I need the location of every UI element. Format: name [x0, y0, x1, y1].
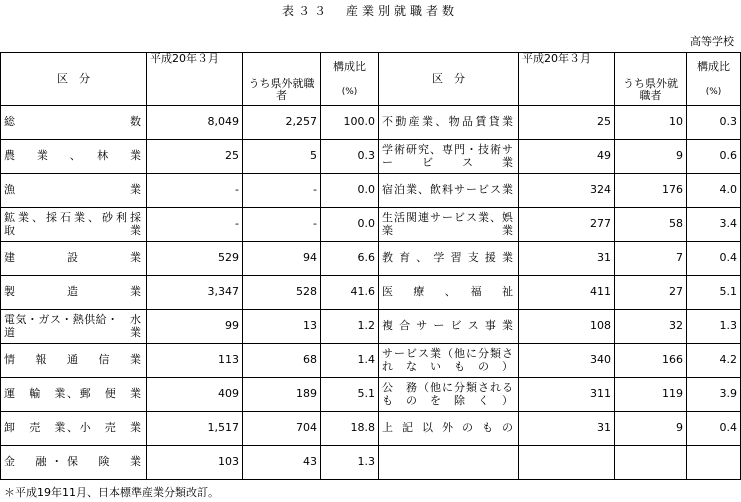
right-industry-label: 生活関連サービス業、娯楽 業 — [379, 208, 519, 242]
right-ratio-cell: 4.0 — [687, 174, 741, 208]
left-total-cell: 409 — [147, 378, 243, 412]
left-total-cell: 103 — [147, 446, 243, 480]
right-total-cell: 277 — [519, 208, 615, 242]
table-row — [1, 344, 741, 378]
right-industry-label: 教育、学習支援業 — [379, 242, 519, 276]
header-category: 区 分 — [1, 53, 147, 106]
left-industry-label: 金 融・保 険 業 — [1, 446, 147, 480]
left-industry-label: 情 報 通 信 業 — [1, 344, 147, 378]
table-row — [1, 378, 741, 412]
right-ratio-cell: 0.3 — [687, 106, 741, 140]
table-row — [1, 242, 741, 276]
right-outside-cell: 32 — [615, 310, 687, 344]
right-ratio-cell: 0.4 — [687, 242, 741, 276]
right-ratio-cell: 5.1 — [687, 276, 741, 310]
left-outside-cell: - — [243, 208, 321, 242]
left-industry-label: 電気・ガス・熱供給・ 水 道 業 — [1, 310, 147, 344]
table-body — [1, 53, 741, 480]
right-industry-label: 不動産業、物品賃貸業 — [379, 106, 519, 140]
header-row — [1, 53, 741, 106]
right-total-cell: 49 — [519, 140, 615, 174]
left-outside-cell: 189 — [243, 378, 321, 412]
school-type-label: 高等学校 — [690, 35, 734, 48]
left-outside-cell: 13 — [243, 310, 321, 344]
left-ratio-cell: 6.6 — [321, 242, 379, 276]
header-ratio: 構成比 — [333, 59, 366, 73]
right-outside-cell: 58 — [615, 208, 687, 242]
left-ratio-cell: 1.4 — [321, 344, 379, 378]
left-industry-label: 運 輸 業、郵 便 業 — [1, 378, 147, 412]
left-industry-label: 建 設 業 — [1, 242, 147, 276]
right-empty-cell — [615, 446, 687, 480]
left-total-cell: 3,347 — [147, 276, 243, 310]
right-outside-cell: 10 — [615, 106, 687, 140]
left-total-cell: 99 — [147, 310, 243, 344]
header-ratio-right: 構成比 — [697, 59, 730, 73]
left-total-cell: 8,049 — [147, 106, 243, 140]
right-industry-label: サービス業（他に分類されないもの） — [379, 344, 519, 378]
table-title: 表３３ 産業別就職者数 — [281, 4, 458, 18]
table-row — [1, 106, 741, 140]
left-outside-cell: 2,257 — [243, 106, 321, 140]
left-ratio-cell: 0.3 — [321, 140, 379, 174]
table-row — [1, 412, 741, 446]
left-ratio-cell: 5.1 — [321, 378, 379, 412]
left-total-cell: - — [147, 174, 243, 208]
right-outside-cell: 27 — [615, 276, 687, 310]
right-industry-label: 学術研究、専門・技術サ ー ビ ス 業 — [379, 140, 519, 174]
header-ratio-cell — [321, 53, 379, 106]
header-h20-march: 平成20年３月 — [147, 53, 243, 106]
right-ratio-cell: 4.2 — [687, 344, 741, 378]
right-empty-cell — [379, 446, 519, 480]
right-industry-label: 複合サービス事業 — [379, 310, 519, 344]
right-empty-cell — [687, 446, 741, 480]
left-ratio-cell: 0.0 — [321, 174, 379, 208]
right-industry-label: 上記以外のもの — [379, 412, 519, 446]
left-industry-label: 農 業 、 林 業 — [1, 140, 147, 174]
right-ratio-cell: 1.3 — [687, 310, 741, 344]
right-industry-label: 公 務（他に分類されるものを除く） — [379, 378, 519, 412]
header-h20-march-right: 平成20年３月 — [519, 53, 615, 106]
table-row — [1, 276, 741, 310]
right-industry-label: 医 療 、 福 祉 — [379, 276, 519, 310]
right-total-cell: 31 — [519, 412, 615, 446]
left-outside-cell: 68 — [243, 344, 321, 378]
right-outside-cell: 176 — [615, 174, 687, 208]
left-total-cell: 529 — [147, 242, 243, 276]
right-total-cell: 311 — [519, 378, 615, 412]
right-total-cell: 31 — [519, 242, 615, 276]
left-industry-label: 製 造 業 — [1, 276, 147, 310]
table-row — [1, 174, 741, 208]
left-industry-label: 漁 業 — [1, 174, 147, 208]
header-ratio-unit: (%) — [341, 87, 358, 98]
right-total-cell: 340 — [519, 344, 615, 378]
left-outside-cell: 528 — [243, 276, 321, 310]
right-outside-cell: 7 — [615, 242, 687, 276]
left-outside-cell: 5 — [243, 140, 321, 174]
right-total-cell: 108 — [519, 310, 615, 344]
left-outside-cell: 704 — [243, 412, 321, 446]
left-total-cell: 25 — [147, 140, 243, 174]
left-outside-cell: 94 — [243, 242, 321, 276]
left-industry-label: 総 数 — [1, 106, 147, 140]
right-total-cell: 411 — [519, 276, 615, 310]
right-total-cell: 25 — [519, 106, 615, 140]
table-row — [1, 140, 741, 174]
right-ratio-cell: 3.9 — [687, 378, 741, 412]
left-outside-cell: - — [243, 174, 321, 208]
left-ratio-cell: 41.6 — [321, 276, 379, 310]
right-ratio-cell: 3.4 — [687, 208, 741, 242]
right-outside-cell: 9 — [615, 140, 687, 174]
left-total-cell: 113 — [147, 344, 243, 378]
left-ratio-cell: 0.0 — [321, 208, 379, 242]
right-industry-label: 宿泊業、飲料サービス業 — [379, 174, 519, 208]
left-ratio-cell: 1.2 — [321, 310, 379, 344]
left-ratio-cell: 100.0 — [321, 106, 379, 140]
right-outside-cell: 119 — [615, 378, 687, 412]
header-outside-pref: うち県外就職者 — [243, 53, 321, 106]
header-category-right: 区 分 — [379, 53, 519, 106]
right-outside-cell: 166 — [615, 344, 687, 378]
left-ratio-cell: 18.8 — [321, 412, 379, 446]
left-total-cell: 1,517 — [147, 412, 243, 446]
left-industry-label: 鉱業、採石業、砂利採 取 業 — [1, 208, 147, 242]
left-outside-cell: 43 — [243, 446, 321, 480]
right-ratio-cell: 0.4 — [687, 412, 741, 446]
header-ratio-cell-right — [687, 53, 741, 106]
right-total-cell: 324 — [519, 174, 615, 208]
right-ratio-cell: 0.6 — [687, 140, 741, 174]
table-row — [1, 310, 741, 344]
table-row — [1, 446, 741, 480]
employment-by-industry-table — [0, 52, 741, 480]
table-row — [1, 208, 741, 242]
right-empty-cell — [519, 446, 615, 480]
left-industry-label: 卸 売 業、小 売 業 — [1, 412, 147, 446]
left-ratio-cell: 1.3 — [321, 446, 379, 480]
header-ratio-unit-right: (%) — [705, 87, 722, 98]
right-outside-cell: 9 — [615, 412, 687, 446]
left-total-cell: - — [147, 208, 243, 242]
footnote: ＊平成19年11月、日本標準産業分類改訂。 — [4, 486, 219, 499]
header-outside-pref-right: うち県外就職者 — [615, 53, 687, 106]
